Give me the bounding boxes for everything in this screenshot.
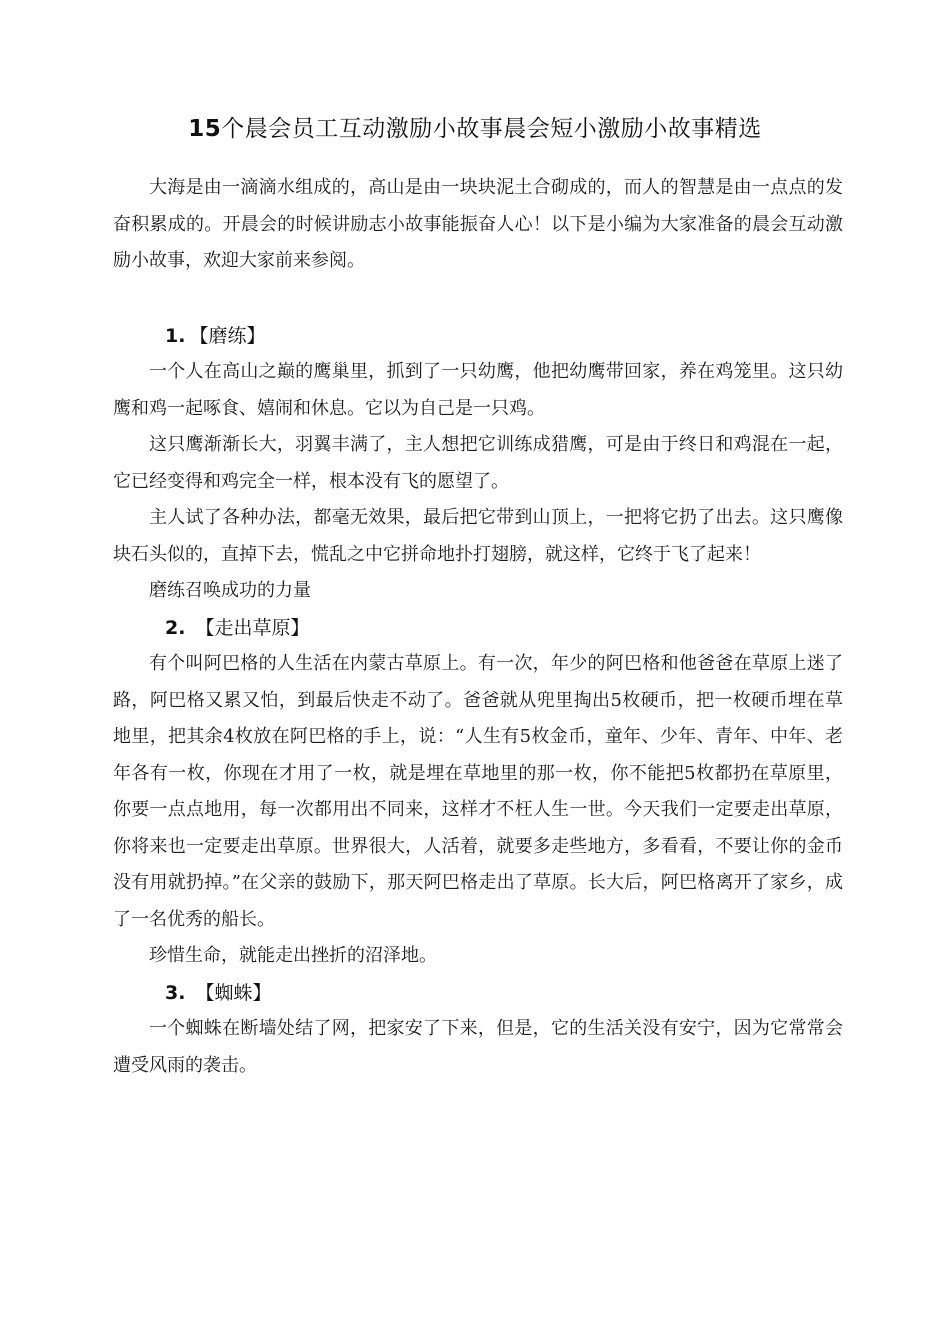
title-number: 15 — [188, 116, 222, 142]
section-paragraph: 有个叫阿巴格的人生活在内蒙古草原上。有一次，年少的阿巴格和他爸爸在草原上迷了路，阿巴格又累又怕，到最后快走不动了。爸爸就从兜里掏出5枚硬币，把一枚硬币埋在草地里，把其余4枚放在阿巴格的手上，说：“人生有5枚金币，童年、少年、青年、中年、老年各有一枚，你现在才用了一枚，就是埋在草地里的那一枚，你不能把5枚都扔在草原里，你要一点点地用，每一次都用出不同来，这样才不枉人生一世。今天我们一定要走出草原，你将来也一定要走出草原。世界很大，人活着，就要多走些地方，多看看，不要让你的金币没有用就扔掉。”在父亲的鼓励下，那天阿巴格走出了草原。长大后，阿巴格离开了家乡，成了一名优秀的船长。 — [113, 653, 843, 930]
section-paragraph: 一个人在高山之巅的鹰巢里，抓到了一只幼鹰，他把幼鹰带回家，养在鸡笼里。这只幼鹰和鸡一起啄食、嬉闹和休息。它以为自己是一只鸡。 — [113, 361, 843, 419]
section-paragraph: 珍惜生命，就能走出挫折的沼泽地。 — [149, 945, 437, 966]
section-heading-1 — [113, 318, 843, 355]
section-title: 【蜘蛛】 — [195, 981, 272, 1004]
section-number: 2. — [165, 616, 186, 639]
section-title: 【走出草原】 — [195, 616, 310, 639]
section-heading-2 — [113, 610, 843, 647]
section-heading-3 — [113, 975, 843, 1012]
section-number: 3. — [165, 981, 186, 1004]
document-body — [113, 170, 843, 1084]
section-paragraph: 主人试了各种办法，都毫无效果，最后把它带到山顶上，一把将它扔了出去。这只鹰像块石头似的，直掉下去，慌乱之中它拼命地扑打翅膀，就这样，它终于飞了起来！ — [113, 507, 843, 565]
document-title — [0, 110, 950, 143]
section-paragraph: 这只鹰渐渐长大，羽翼丰满了，主人想把它训练成猎鹰，可是由于终日和鸡混在一起，它已经变得和鸡完全一样，根本没有飞的愿望了。 — [113, 434, 843, 492]
section-paragraph: 一个蜘蛛在断墙处结了网，把家安了下来，但是，它的生活关没有安宁，因为它常常会遭受风雨的袭击。 — [113, 1018, 843, 1076]
title-text: 个晨会员工互动激励小故事晨会短小激励小故事精选 — [221, 116, 762, 142]
intro-paragraph: 大海是由一滴滴水组成的，高山是由一块块泥土合砌成的，而人的智慧是由一点点的发奋积累成的。开晨会的时候讲励志小故事能振奋人心！以下是小编为大家准备的晨会互动激励小故事，欢迎大家前来参阅。 — [113, 177, 843, 271]
section-number: 1. — [165, 324, 186, 347]
intro-spacer — [113, 280, 843, 318]
section-title: 【磨练】 — [189, 324, 266, 347]
section-paragraph: 磨练召唤成功的力量 — [149, 580, 311, 601]
